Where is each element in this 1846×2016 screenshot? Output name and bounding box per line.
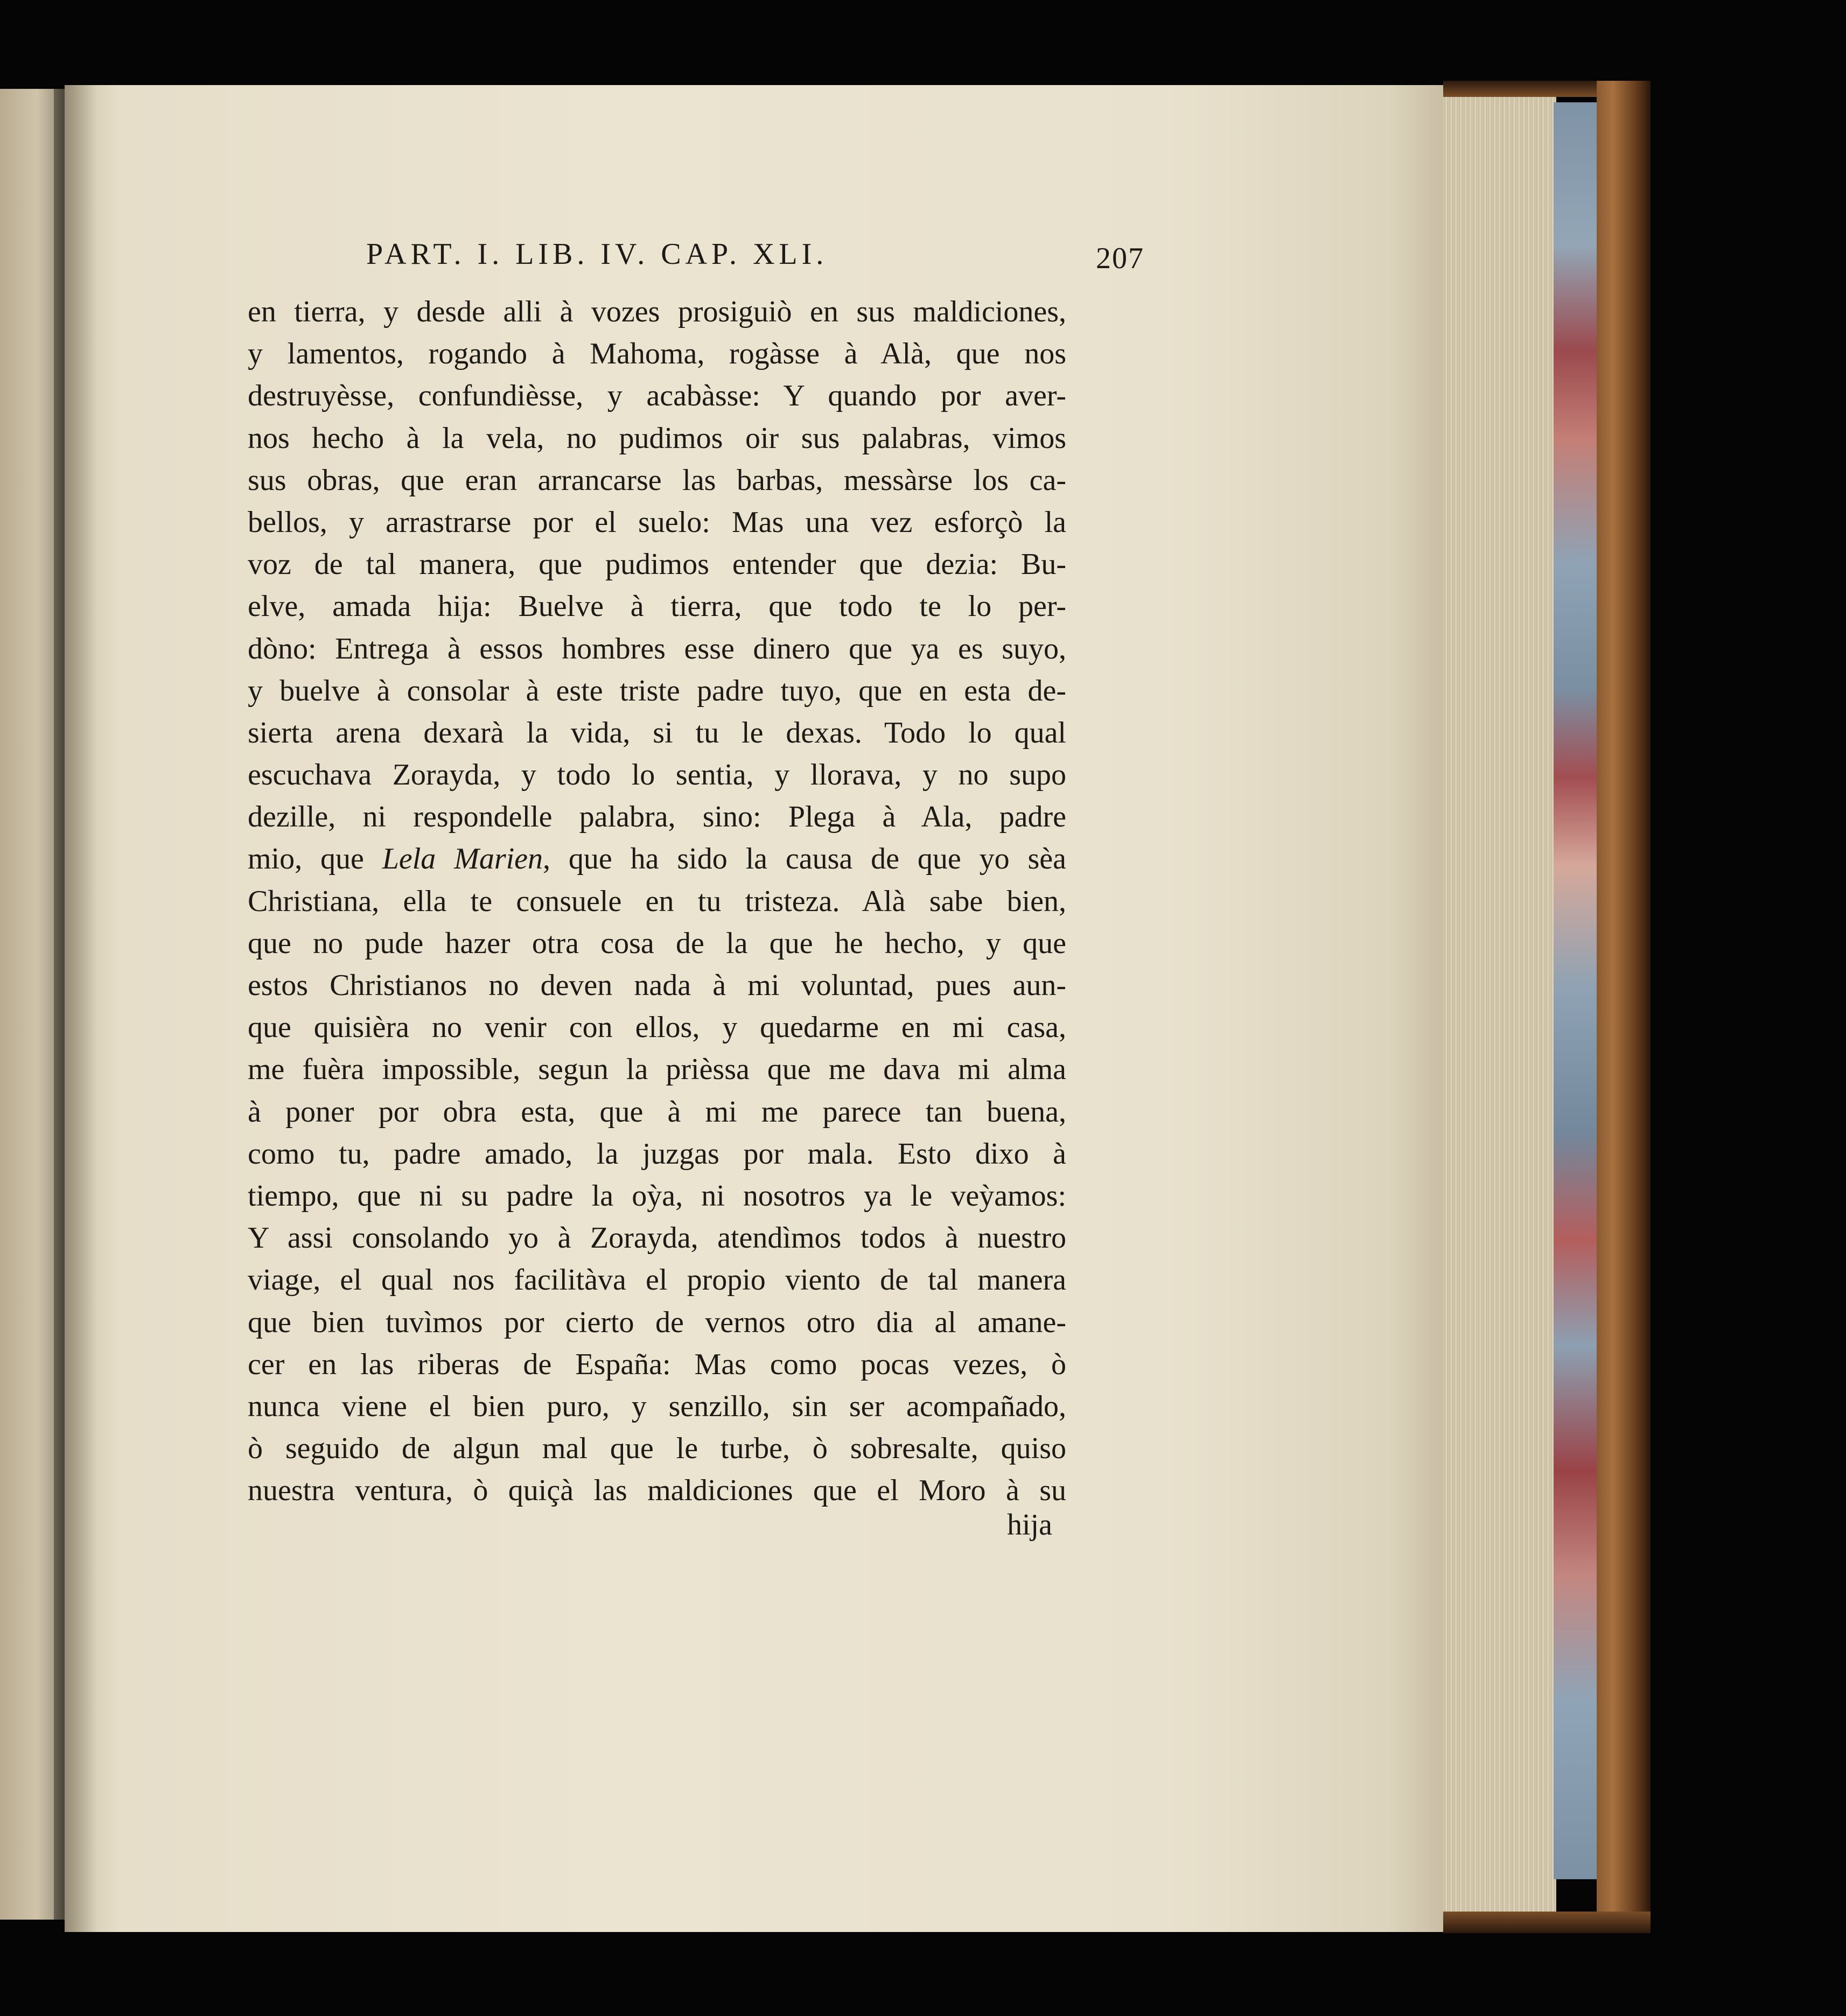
text-line: viage, el qual nos facilitàva el propio viento de tal manera (248, 1263, 1066, 1297)
text-line: cer en las riberas de España: Mas como pocas vezes, ò (248, 1347, 1066, 1381)
text-line: me fuèra impossible, segun la prièssa que me dava mi alma (248, 1053, 1066, 1087)
text-line: y buelve à consolar à este triste padre tuyo, que en esta de- (248, 674, 1066, 708)
binding-bottom-edge (1443, 1912, 1651, 1933)
text-line: estos Christianos no deven nada à mi voluntad, pues aun- (248, 969, 1066, 1002)
text-line: y lamentos, rogando à Mahoma, rogàsse à Alà, que nos (248, 337, 1066, 371)
text-line: como tu, padre amado, la juzgas por mala. Esto dixo à (248, 1137, 1066, 1171)
text-line: à poner por obra esta, que à mi me parece tan buena, (248, 1095, 1066, 1129)
text-line: ò seguido de algun mal que le turbe, ò sobresalte, quiso (248, 1432, 1066, 1466)
text-line: sus obras, que eran arrancarse las barbas, messàrse los ca- (248, 463, 1066, 497)
page-number: 207 (1096, 242, 1144, 275)
catchword: hija (1007, 1508, 1052, 1542)
text-line: mio, que Lela Marien, que ha sido la causa de que yo sèa (248, 842, 1066, 876)
running-head: PART. I. LIB. IV. CAP. XLI. (366, 237, 828, 271)
text-line: dòno: Entrega à essos hombres esse dinero que ya es suyo, (248, 632, 1066, 666)
text-line: escuchava Zorayda, y todo lo sentia, y llorava, y no supo (248, 758, 1066, 792)
text-line: Christiana, ella te consuele en tu tristeza. Alà sabe bien, (248, 884, 1066, 918)
text-line: Y assi consolando yo à Zorayda, atendìmos todos à nuestro (248, 1221, 1066, 1255)
italic-name: Lela Marien (382, 842, 543, 876)
gutter-shadow (65, 85, 97, 1932)
text-line: voz de tal manera, que pudimos entender que dezia: Bu- (248, 548, 1066, 582)
leather-binding (1597, 81, 1651, 1933)
text-line: nuestra ventura, ò quiçà las maldiciones que el Moro à su (248, 1474, 1066, 1508)
text-line: destruyèsse, confundièsse, y acabàsse: Y quando por aver- (248, 379, 1066, 413)
body-text (248, 291, 1066, 1511)
text-line: que no pude hazer otra cosa de la que he hecho, y que (248, 926, 1066, 960)
text-line: en tierra, y desde alli à vozes prosiguiò en sus maldiciones, (248, 295, 1066, 328)
text-line: sierta arena dexarà la vida, si tu le dexas. Todo lo qual (248, 716, 1066, 750)
text-line: elve, amada hija: Buelve à tierra, que todo te lo per- (248, 590, 1066, 624)
marbled-endpaper (1554, 102, 1599, 1879)
text-line: tiempo, que ni su padre la oỳa, ni nosotros ya le veỳamos: (248, 1179, 1066, 1213)
text-line: nunca viene el bien puro, y senzillo, sin ser acompañado, (248, 1389, 1066, 1423)
text-line: que quisièra no venir con ellos, y quedarme en mi casa, (248, 1011, 1066, 1045)
text-line: bellos, y arrastrarse por el suelo: Mas una vez esforçò la (248, 505, 1066, 539)
text-line: que bien tuvìmos por cierto de vernos otro dia al amane- (248, 1305, 1066, 1339)
page-block-fore-edge (1443, 92, 1556, 1917)
text-line: dezille, ni respondelle palabra, sino: Plega à Ala, padre (248, 800, 1066, 834)
text-line: nos hecho à la vela, no pudimos oir sus palabras, vimos (248, 421, 1066, 455)
